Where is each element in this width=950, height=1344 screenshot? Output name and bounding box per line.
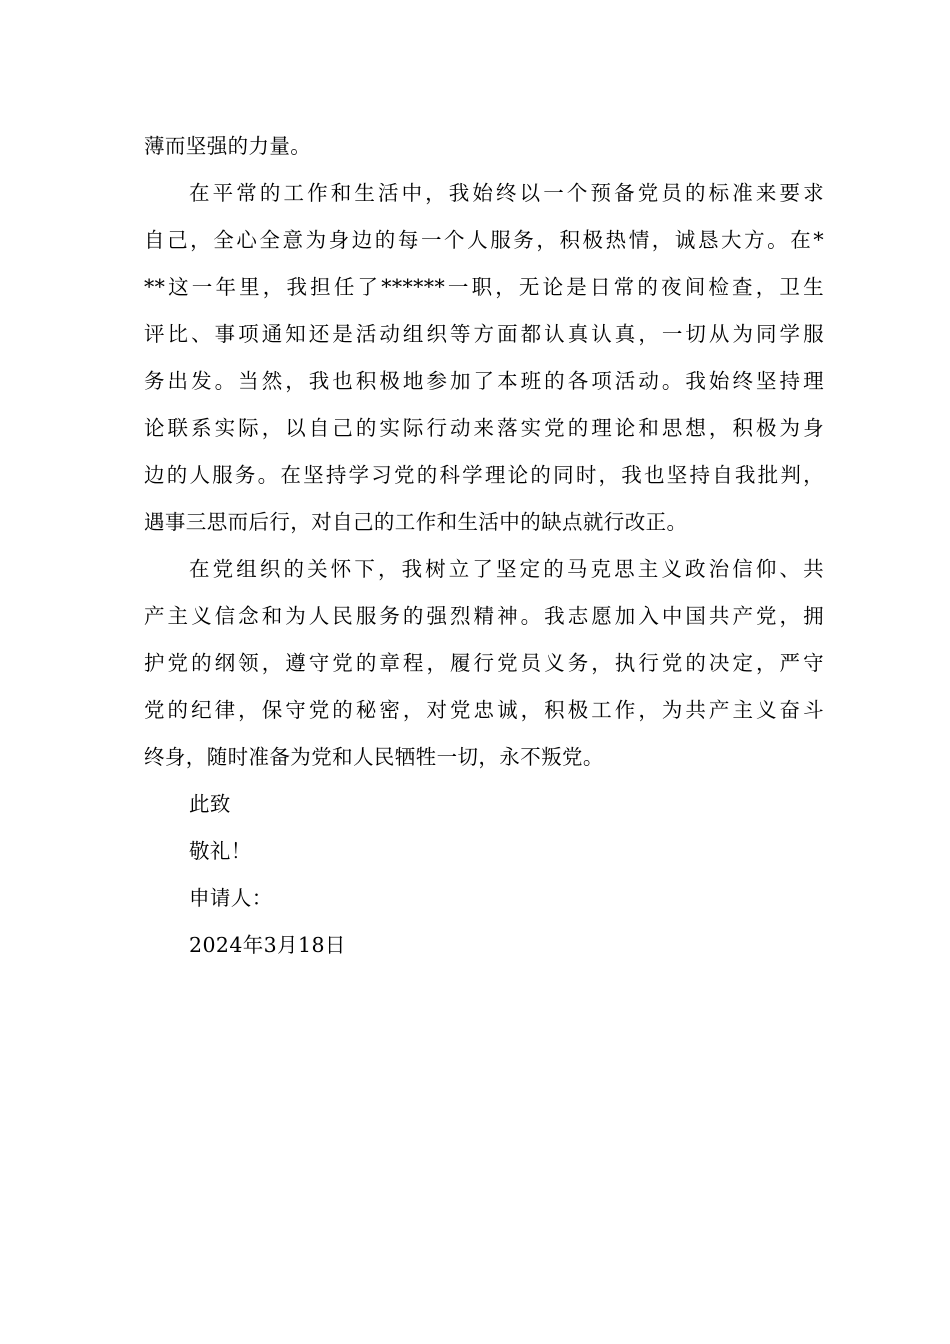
paragraph-line: 党的纪律，保守党的秘密，对党忠诚，积极工作，为共产主义奋斗 — [144, 698, 824, 722]
paragraph-line: 在平常的工作和生活中，我始终以一个预备党员的标准来要求 — [189, 181, 824, 205]
paragraph-line: 自己，全心全意为身边的每一个人服务，积极热情，诚恳大方。在* — [144, 228, 824, 252]
document-page — [144, 123, 824, 969]
paragraph-line: 评比、事项通知还是活动组织等方面都认真认真，一切从为同学服 — [144, 322, 824, 346]
paragraph-line: 边的人服务。在坚持学习党的科学理论的同时，我也坚持自我批判， — [144, 463, 824, 487]
paragraph-line: 产主义信念和为人民服务的强烈精神。我志愿加入中国共产党，拥 — [144, 604, 824, 628]
paragraph-line: 务出发。当然，我也积极地参加了本班的各项活动。我始终坚持理 — [144, 369, 824, 393]
document-date: 2024年3月18日 — [189, 933, 346, 957]
paragraph-line: 论联系实际，以自己的实际行动来落实党的理论和思想，积极为身 — [144, 416, 824, 440]
paragraph-line: 护党的纲领，遵守党的章程，履行党员义务，执行党的决定，严守 — [144, 651, 824, 675]
paragraph-line: **这一年里，我担任了******一职，无论是日常的夜间检查，卫生 — [144, 275, 824, 299]
paragraph-line: 终身，随时准备为党和人民牺牲一切，永不叛党。 — [144, 745, 604, 769]
paragraph-line: 遇事三思而后行，对自己的工作和生活中的缺点就行改正。 — [144, 510, 688, 534]
closing-salutation: 此致 — [189, 792, 231, 816]
paragraph-line: 在党组织的关怀下，我树立了坚定的马克思主义政治信仰、共 — [189, 557, 824, 581]
closing-respect: 敬礼！ — [189, 839, 252, 863]
applicant-label: 申请人： — [189, 886, 273, 910]
paragraph-line: 薄而坚强的力量。 — [144, 134, 312, 158]
